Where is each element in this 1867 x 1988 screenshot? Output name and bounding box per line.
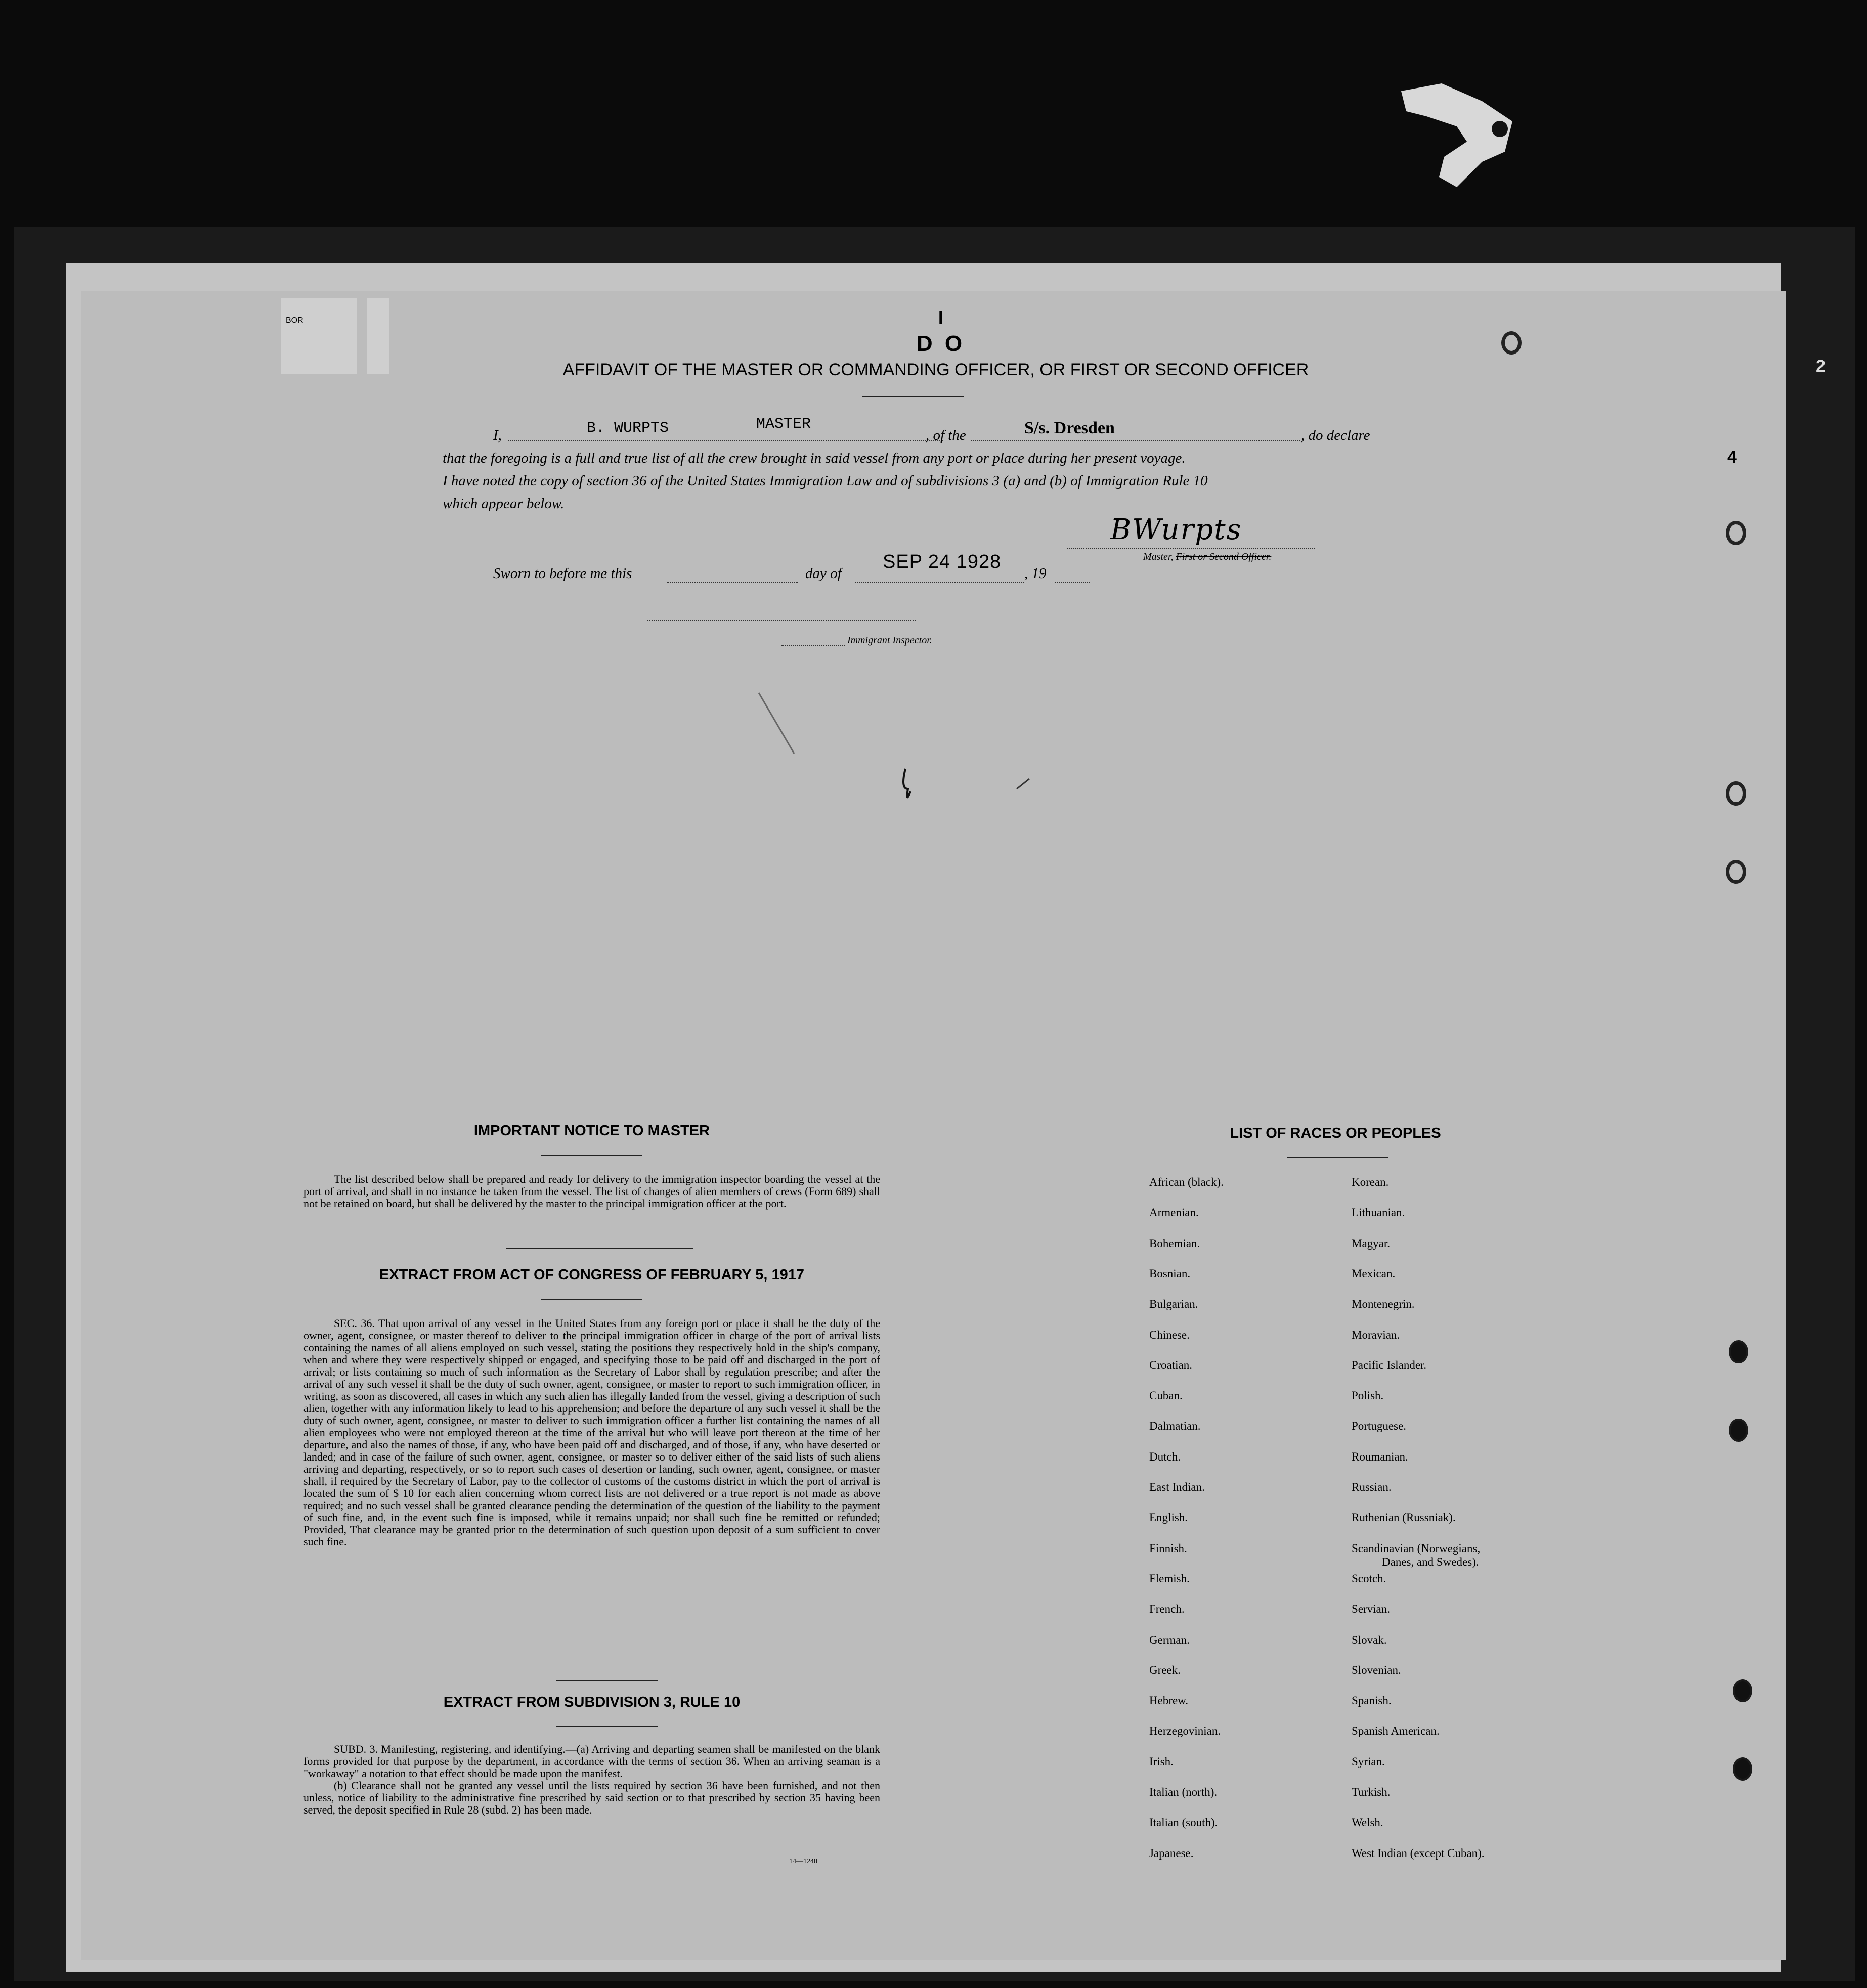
day-of-label: day of <box>805 565 842 582</box>
index-tab-strip <box>367 298 389 374</box>
race-item: Russian. <box>1352 1481 1392 1493</box>
signature-caption <box>1143 551 1271 563</box>
races-title: LIST OF RACES OR PEOPLES <box>1230 1125 1441 1141</box>
master-rank: MASTER <box>756 416 811 433</box>
notice-text <box>303 1173 880 1210</box>
race-item: Scotch. <box>1352 1572 1386 1585</box>
act-title: EXTRACT FROM ACT OF CONGRESS OF FEBRUARY 5, 1917 <box>379 1267 805 1283</box>
rule-text <box>303 1743 880 1816</box>
punch-hole <box>1729 1419 1748 1442</box>
year-label: , 19 <box>1024 565 1047 582</box>
sworn-label: Sworn to before me this <box>493 565 632 582</box>
race-item: French. <box>1149 1603 1185 1616</box>
race-item: Dalmatian. <box>1149 1420 1201 1433</box>
race-item: Mexican. <box>1352 1267 1396 1280</box>
affidavit-title: AFFIDAVIT OF THE MASTER OR COMMANDING OFFICER, OR FIRST OR SECOND OFFICER <box>562 360 1309 379</box>
race-item: Servian. <box>1352 1603 1391 1616</box>
race-item: Slovak. <box>1352 1633 1387 1646</box>
signature-caption-master: Master, <box>1143 551 1176 562</box>
binder-hole <box>1726 521 1746 545</box>
notice-paragraph: The list described below shall be prepared and ready for delivery to the immigration inspector boarding the vessel at the port of arrival, and shall in no instance be taken from the vessel. The list of changes of alien members of crews (Form 689) shall not be retained on board, but shall be delivered by the master to the principal immigration officer at the port. <box>303 1173 880 1210</box>
race-item: Ruthenian (Russniak). <box>1352 1511 1456 1524</box>
race-item: Armenian. <box>1149 1206 1199 1219</box>
form-top-mark: I <box>938 307 944 329</box>
pen-strokes <box>754 688 1037 855</box>
year-line <box>1055 582 1090 583</box>
title-divider <box>862 396 964 397</box>
race-item: German. <box>1149 1633 1190 1646</box>
race-item: Greek. <box>1149 1663 1181 1676</box>
race-item: Korean. <box>1352 1176 1389 1188</box>
race-item: Pacific Islander. <box>1352 1358 1427 1372</box>
race-item-continued: Danes, and Swedes). <box>1382 1555 1479 1568</box>
binder-hole <box>1501 331 1522 355</box>
punch-hole <box>1733 1679 1752 1702</box>
tab-label: BOR <box>286 316 303 325</box>
name-line <box>508 440 943 441</box>
race-item: Bosnian. <box>1149 1267 1191 1280</box>
punch-hole <box>1729 1340 1748 1363</box>
of-the-label: , of the <box>926 427 966 444</box>
affidavit-line-2: that the foregoing is a full and true list of all the crew brought in said vessel from any port or place during her present voyage. <box>443 450 1186 466</box>
section-divider-1 <box>506 1248 693 1249</box>
sworn-month-line <box>855 582 1024 583</box>
race-item: Portuguese. <box>1352 1420 1406 1433</box>
notice-divider <box>541 1155 642 1156</box>
form-number: 14—1240 <box>789 1858 817 1865</box>
date-stamp: SEP 24 1928 <box>883 551 1002 572</box>
affidavit-line-4: which appear below. <box>443 496 565 512</box>
rule-paragraph-b: (b) Clearance shall not be granted any vessel until the lists required by section 36 have been furnished, and not then unless, notice of liability to the administrative fine prescribed by said section or to that prescribed by section 35 having been served, the deposit specified in Rule 28 (subd. 2) has been made. <box>303 1779 880 1816</box>
declare-label: , do declare <box>1301 427 1370 444</box>
notice-title: IMPORTANT NOTICE TO MASTER <box>473 1123 710 1139</box>
race-item: Magyar. <box>1352 1236 1391 1250</box>
race-item: Welsh. <box>1352 1816 1383 1829</box>
vessel-line <box>971 440 1300 441</box>
act-paragraph: SEC. 36. That upon arrival of any vessel in the United States from any foreign port or place it shall be the duty of the owner, agent, consignee, or master thereof to deliver to the principal immigration officer in charge of the port of arrival lists containing the names of all aliens employed on such vessel, stating the positions they respectively hold in the ship's company, when and where they were respectively shipped or engaged, and specifying those to be paid off and discharged in the port of arrival; or lists containing so much of such information as the Secretary of Labor shall by regulation prescribe; and after the arrival of any such vessel it shall be the duty of such owner, agent, consignee, or master to report to such immigration officer, in writing, as soon as discovered, all cases in which any such alien has illegally landed from the vessel, giving a description of such alien, together with any information likely to lead to his apprehension; and before the departure of any such vessel it shall be the duty of such owner, agent, consignee, or master to deliver to such immigration officer a further list containing the names of all alien employees who were not employed thereon at the time of the arrival but who will leave port thereon at the time of her departure, and also the names of those, if any, who have been paid off and discharged, and of those, if any, who have deserted or landed; and in case of the failure of such owner, agent, consignee, or master so to deliver either of the said lists of such aliens arriving and departing, respectively, or so to report such cases of desertion or landing, such owner, agent, consignee, or master shall, if required by the Secretary of Labor, pay to the collector of customs of the customs district in which the port of arrival is located the sum of $ 10 for each alien concerning whom correct lists are not delivered or a true report is not made as above required; and no such vessel shall be granted clearance pending the determination of the question of the liability to the payment of such fine, and, in the event such fine is imposed, while it remains unpaid; nor shall such fine be remitted or refunded; Provided, That clearance may be granted prior to the determination of such question upon deposit of a sum sufficient to cover such fine. <box>303 1317 880 1548</box>
race-item: Dutch. <box>1149 1450 1181 1463</box>
inspector-label: Immigrant Inspector. <box>847 635 932 646</box>
race-item: Roumanian. <box>1352 1450 1408 1463</box>
race-item: Hebrew. <box>1149 1694 1189 1707</box>
race-item: Flemish. <box>1149 1572 1190 1585</box>
inspector-short-line <box>781 645 845 646</box>
rule-divider <box>556 1726 658 1727</box>
binder-hole <box>1726 781 1746 806</box>
race-item: Finnish. <box>1149 1541 1187 1555</box>
sworn-day-line <box>667 582 798 583</box>
binder-hole <box>1726 860 1746 884</box>
race-item: East Indian. <box>1149 1481 1205 1493</box>
rule-title: EXTRACT FROM SUBDIVISION 3, RULE 10 <box>443 1694 741 1710</box>
race-item: Turkish. <box>1352 1786 1391 1798</box>
race-item: Herzegovinian. <box>1149 1725 1221 1738</box>
master-name: B. WURPTS <box>587 420 669 437</box>
race-item: Syrian. <box>1352 1755 1385 1768</box>
race-item: Italian (south). <box>1149 1816 1218 1829</box>
race-item: Spanish American. <box>1352 1725 1440 1738</box>
edge-number: 2 <box>1816 357 1826 376</box>
race-item: Bulgarian. <box>1149 1298 1198 1311</box>
race-item: English. <box>1149 1511 1188 1524</box>
race-item: Chinese. <box>1149 1328 1190 1341</box>
race-item: Spanish. <box>1352 1694 1392 1707</box>
race-item: Slovenian. <box>1352 1663 1401 1676</box>
act-text <box>303 1317 880 1548</box>
race-item: Lithuanian. <box>1352 1206 1405 1219</box>
race-item: West Indian (except Cuban). <box>1352 1846 1485 1860</box>
race-item: Scandinavian (Norwegians, <box>1352 1541 1481 1555</box>
master-signature: BWurpts <box>1110 513 1242 546</box>
form-letters: D O <box>916 331 966 356</box>
race-item: Moravian. <box>1352 1328 1400 1341</box>
race-item: Irish. <box>1149 1755 1174 1768</box>
race-item: Polish. <box>1352 1389 1384 1402</box>
race-item: African (black). <box>1149 1176 1224 1188</box>
races-divider <box>1287 1157 1388 1158</box>
signature-line <box>1067 548 1315 549</box>
race-item: Croatian. <box>1149 1358 1192 1372</box>
race-item: Japanese. <box>1149 1846 1194 1860</box>
torn-paper-fragment <box>1396 81 1517 192</box>
race-item: Montenegrin. <box>1352 1298 1415 1311</box>
section-divider-2 <box>556 1680 658 1681</box>
i-label: I, <box>493 427 502 444</box>
margin-number: 4 <box>1727 448 1737 467</box>
punch-hole <box>1733 1757 1752 1781</box>
affidavit-line-3: I have noted the copy of section 36 of the United States Immigration Law and of subdivisions 3 (a) and (b) of Immigration Rule 10 <box>443 473 1208 489</box>
vessel-name: S/s. Dresden <box>1024 419 1115 437</box>
race-item: Bohemian. <box>1149 1236 1200 1250</box>
inspector-signature-line <box>647 620 916 621</box>
race-item: Cuban. <box>1149 1389 1183 1402</box>
act-divider <box>541 1299 642 1300</box>
index-tab <box>281 298 357 374</box>
signature-caption-officer: First or Second Officer. <box>1176 551 1272 562</box>
rule-paragraph-a: SUBD. 3. Manifesting, registering, and identifying.—(a) Arriving and departing seamen shall be manifested on the blank forms provided for that purpose by the department, in accordance with the terms of section 36. When an arriving seaman is a "workaway" a notation to that effect should be made upon the manifest. <box>303 1743 880 1780</box>
race-item: Italian (north). <box>1149 1786 1218 1798</box>
